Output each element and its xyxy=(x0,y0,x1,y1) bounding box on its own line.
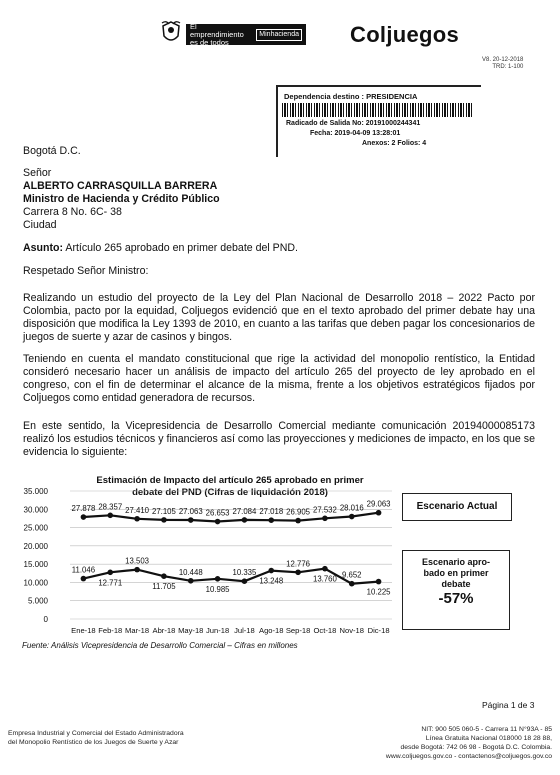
data-point xyxy=(215,576,221,582)
coat-of-arms-icon xyxy=(160,20,182,46)
data-label: 27.410 xyxy=(125,505,150,515)
data-label: 27.084 xyxy=(232,506,257,516)
data-label: 28.016 xyxy=(339,503,364,513)
x-tick-label: Ene-18 xyxy=(71,626,96,635)
chart-title: Estimación de Impacto del artículo 265 aprobado en primer debate del PND (Cifras de liquidación 2018) xyxy=(96,475,364,498)
x-tick-label: Nov-18 xyxy=(339,626,364,635)
recipient-name: ALBERTO CARRASQUILLA BARRERA xyxy=(23,180,218,192)
data-point xyxy=(107,569,113,575)
paragraph-3: En este sentido, la Vicepresidencia de Desarrollo Comercial mediante comunicación 20194000085173 realizó los estudios técnicos y financieros así como las proyecciones y mediciones de impacto, en los que se evidencia lo siguiente: xyxy=(23,420,535,458)
data-label: 10.335 xyxy=(232,568,257,578)
data-point xyxy=(295,569,301,575)
recipient-city: Ciudad xyxy=(23,219,57,231)
data-point xyxy=(376,579,382,585)
data-point xyxy=(322,516,328,522)
footer-left-line-2: del Monopolio Rentístico de los Juegos de Suerte y Azar xyxy=(8,739,179,746)
data-point xyxy=(215,519,221,525)
footer-right-line-2: Línea Gratuita Nacional 018000 18 28 88, xyxy=(425,735,552,742)
data-point xyxy=(349,581,355,587)
data-point xyxy=(376,510,382,516)
data-point xyxy=(134,567,140,573)
paragraph-1: Realizando un estudio del proyecto de la Ley del Plan Nacional de Desarrollo 2018 – 2022 Pacto por Colombia, pacto por la equidad, Coljuegos evidenció que en el texto aprobado del primer debate hay una disposición que modifica la Ley 1393 de 2010, en cuanto a las tarifas que deben pagar los concesionarios de juegos de suerte y azar de casinos y bingos. xyxy=(23,292,535,343)
x-tick-label: Dic-18 xyxy=(367,626,390,635)
city-line: Bogotá D.C. xyxy=(23,145,81,157)
x-tick-label: Mar-18 xyxy=(125,626,150,635)
footer-right xyxy=(352,725,552,761)
aprobado-line-3: debate xyxy=(441,579,471,589)
radicado-stamp xyxy=(276,85,481,161)
stamp-radicado: Radicado de Salida No: 20191000244341 xyxy=(286,120,421,127)
y-tick-label: 30.000 xyxy=(23,505,48,515)
data-label: 10.985 xyxy=(205,584,230,594)
data-label: 28.357 xyxy=(98,502,123,512)
x-tick-label: Abr-18 xyxy=(152,626,176,635)
stamp-fecha: Fecha: 2019-04-09 13:28:01 xyxy=(310,130,401,137)
trd-text: TRD: 1-100 xyxy=(492,64,524,70)
data-label: 27.063 xyxy=(178,507,203,517)
data-point xyxy=(188,517,194,523)
y-tick-label: 20.000 xyxy=(23,541,48,551)
footer-right-line-4: www.coljuegos.gov.co - contactenos@coljuegos.gov.co xyxy=(385,753,552,760)
chart-source: Fuente: Análisis Vicepresidencia de Desarrollo Comercial – Cifras en millones xyxy=(22,641,298,650)
data-label: 29.063 xyxy=(366,499,391,509)
data-label: 13.248 xyxy=(259,576,284,586)
footer-right-line-3: desde Bogotá: 742 06 98 - Bogotá D.C. Colombia. xyxy=(400,744,552,751)
data-point xyxy=(161,517,167,523)
y-tick-label: 25.000 xyxy=(23,523,48,533)
data-label: 13.503 xyxy=(125,556,150,566)
footer-right-line-1: NIT: 900 505 060-5 - Carrera 11 N°93A - 85 xyxy=(421,726,552,733)
data-label: 10.448 xyxy=(178,567,203,577)
y-tick-label: 5.000 xyxy=(27,596,48,606)
stamp-anexos: Anexos: 2 Folios: 4 xyxy=(362,140,427,147)
data-label: 26.653 xyxy=(205,508,230,518)
data-point xyxy=(81,576,87,582)
data-point xyxy=(81,514,87,520)
y-tick-label: 15.000 xyxy=(23,560,48,570)
legend-escenario-actual: Escenario Actual xyxy=(402,493,512,521)
x-tick-label: Ago-18 xyxy=(259,626,284,635)
government-band xyxy=(186,21,306,47)
data-point xyxy=(268,517,274,523)
x-tick-label: Sep-18 xyxy=(285,626,311,635)
data-label: 12.776 xyxy=(286,559,311,569)
x-tick-label: Oct-18 xyxy=(313,626,337,635)
data-point xyxy=(349,514,355,520)
document-version xyxy=(482,57,523,71)
data-label: 12.771 xyxy=(98,578,123,588)
data-point xyxy=(242,517,248,523)
data-label: 26.905 xyxy=(286,507,311,517)
brand-logo: Coljuegos xyxy=(350,22,460,47)
data-point xyxy=(322,566,328,572)
y-tick-label: 0 xyxy=(43,615,48,624)
data-label: 27.018 xyxy=(259,507,284,517)
paragraph-2: Teniendo en cuenta el mandato constitucional que rige la actividad del monopolio rentístico, la Entidad consideró necesario hacer un análisis de impacto del artículo 265 del proyecto de ley aprobado en el congreso, con el fin de determinar el alcance de la misma, frente a los objetivos estratégicos fijados por Coljuegos como entidad generadora de recursos. xyxy=(23,353,535,404)
subject-line xyxy=(23,242,298,255)
subject-label: Asunto: xyxy=(23,242,64,254)
x-tick-label: Feb-18 xyxy=(98,626,123,635)
data-label: 10.225 xyxy=(366,587,391,597)
data-label: 11.705 xyxy=(152,582,176,592)
data-point xyxy=(242,578,248,584)
legend-escenario-aprobado xyxy=(402,550,510,630)
data-point xyxy=(188,578,194,584)
salutation-title: Señor xyxy=(23,167,52,179)
page-number: Página 1 de 3 xyxy=(482,700,535,710)
recipient-address: Carrera 8 No. 6C- 38 xyxy=(23,206,122,218)
x-tick-label: May-18 xyxy=(178,626,204,635)
data-label: 27.105 xyxy=(151,506,176,516)
aprobado-line-2: bado en primer xyxy=(423,568,489,578)
y-tick-label: 35.000 xyxy=(23,487,48,496)
data-point xyxy=(134,516,140,522)
stamp-border xyxy=(276,87,284,157)
impact-percentage: -57% xyxy=(438,590,474,607)
impact-line-chart xyxy=(0,485,400,640)
stamp-dependencia: Dependencia destino : PRESIDENCIA xyxy=(284,92,418,101)
footer-left-line-1: Empresa Industrial y Comercial del Estado Administradora xyxy=(8,730,184,737)
version-text: V8. 20-12-2018 xyxy=(482,57,524,63)
x-tick-label: Jun-18 xyxy=(205,626,230,635)
data-label: 13.760 xyxy=(312,574,337,584)
subject-text: Artículo 265 aprobado en primer debate del PND. xyxy=(63,242,298,254)
aprobado-line-1: Escenario apro- xyxy=(421,557,491,567)
greeting: Respetado Señor Ministro: xyxy=(23,265,149,277)
data-point xyxy=(107,512,113,518)
y-tick-label: 10.000 xyxy=(23,578,48,588)
data-point xyxy=(295,518,301,524)
data-point xyxy=(161,573,167,579)
data-label: 27.878 xyxy=(71,504,96,514)
data-label: 9.652 xyxy=(341,570,362,580)
barcode xyxy=(282,103,474,117)
data-label: 11.046 xyxy=(71,565,96,575)
footer-left xyxy=(8,729,184,747)
data-point xyxy=(268,568,274,574)
data-label: 27.532 xyxy=(312,505,337,515)
x-tick-label: Jul-18 xyxy=(234,626,255,635)
band-tag: Minhacienda xyxy=(256,29,302,41)
band-text: El emprendimiento es de todos xyxy=(190,21,244,47)
recipient-role: Ministro de Hacienda y Crédito Público xyxy=(23,193,220,205)
